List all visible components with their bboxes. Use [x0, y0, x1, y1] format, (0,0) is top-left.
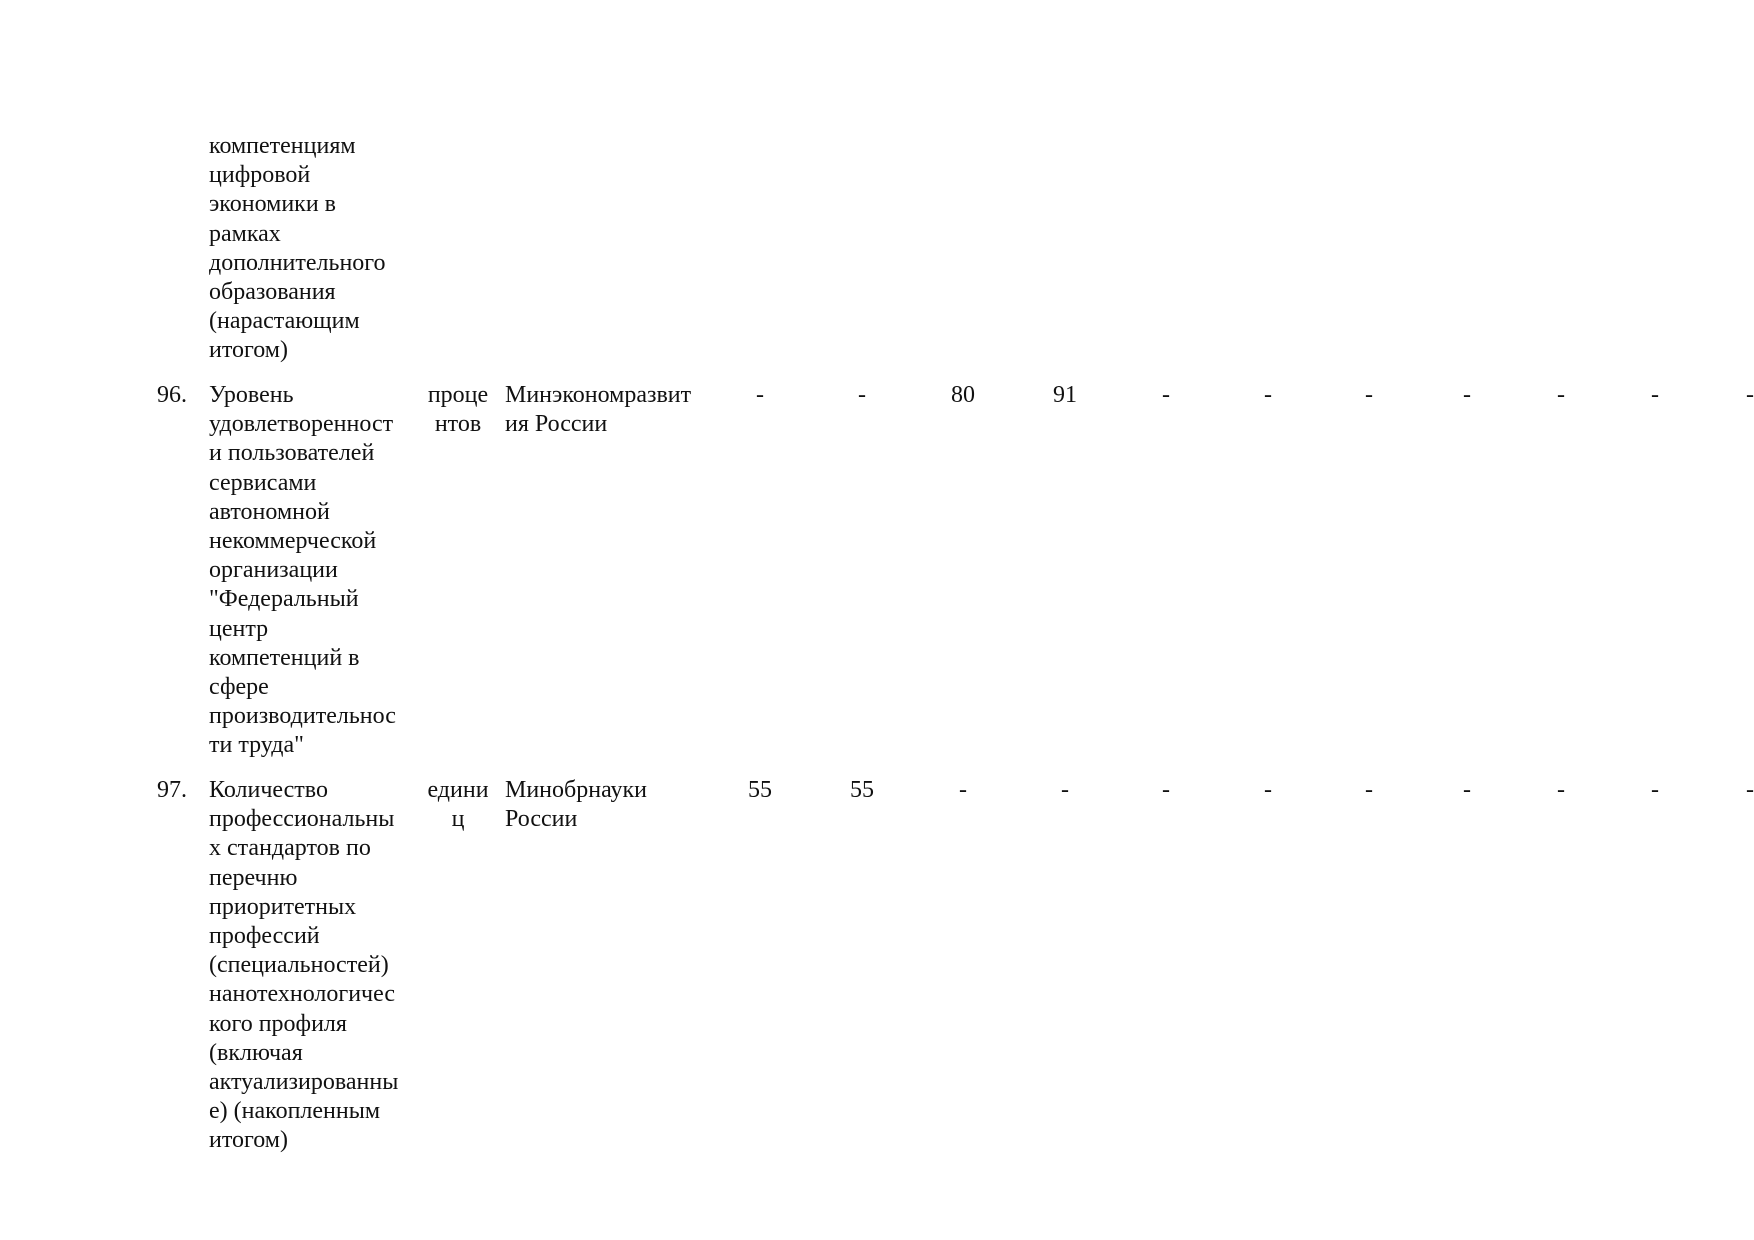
- description-line: нанотехнологичес: [209, 981, 396, 1008]
- description-line: кого профиля: [209, 1010, 347, 1037]
- description-line: автономной: [209, 498, 330, 525]
- indicator-description: [209, 381, 419, 761]
- description-line: цифровой: [209, 162, 311, 189]
- description-line: приоритетных: [209, 893, 357, 920]
- value-cell: -: [1651, 777, 1659, 803]
- description-line: рамках: [209, 220, 281, 247]
- ministry-line: Минобрнауки: [505, 777, 648, 803]
- description-line: ти труда": [209, 732, 304, 759]
- value-cell: -: [1746, 777, 1754, 803]
- row-number: 96.: [157, 382, 187, 408]
- value-cell: -: [1746, 382, 1754, 408]
- value-cell: -: [756, 382, 764, 408]
- value-cell: -: [1557, 382, 1565, 408]
- description-line: экономики в: [209, 191, 336, 218]
- value-cell: -: [1162, 777, 1170, 803]
- description-line: некоммерческой: [209, 528, 377, 555]
- description-line: актуализированны: [209, 1069, 399, 1096]
- value-cell: -: [1463, 382, 1471, 408]
- value-cell: 55: [850, 777, 874, 803]
- description-line: компетенциям: [209, 133, 356, 159]
- value-cell: -: [1651, 382, 1659, 408]
- description-line: (специальностей): [209, 952, 389, 979]
- ministry-line: России: [505, 806, 578, 833]
- unit-of-measure: [418, 381, 498, 439]
- unit-of-measure: [418, 776, 498, 834]
- description-line: профессий: [209, 923, 320, 950]
- unit-line: едини: [427, 777, 489, 803]
- value-cell: -: [1264, 777, 1272, 803]
- value-cell: -: [1557, 777, 1565, 803]
- value-cell: 91: [1053, 382, 1077, 408]
- description-line: итогом): [209, 1127, 288, 1154]
- value-cell: -: [959, 777, 967, 803]
- indicator-description: [209, 132, 419, 366]
- unit-line: нтов: [434, 411, 482, 438]
- value-cell: -: [1365, 777, 1373, 803]
- ministry-line: ия России: [505, 411, 608, 438]
- value-cell: -: [1365, 382, 1373, 408]
- value-cell: -: [1061, 777, 1069, 803]
- description-line: организации: [209, 557, 338, 584]
- value-cell: 80: [951, 382, 975, 408]
- description-line: перечню: [209, 864, 298, 891]
- unit-line: проце: [427, 382, 489, 408]
- value-cell: -: [1264, 382, 1272, 408]
- description-line: компетенций в: [209, 644, 360, 671]
- value-cell: -: [858, 382, 866, 408]
- description-line: (нарастающим: [209, 308, 360, 335]
- value-cell: -: [1463, 777, 1471, 803]
- value-cell: 55: [748, 777, 772, 803]
- value-cell: -: [1162, 382, 1170, 408]
- description-line: е) (накопленным: [209, 1098, 381, 1125]
- description-line: и пользователей: [209, 440, 375, 467]
- description-line: Уровень: [209, 382, 294, 408]
- description-line: удовлетворенност: [209, 411, 394, 438]
- description-line: центр: [209, 615, 269, 642]
- description-line: (включая: [209, 1039, 303, 1066]
- description-line: образования: [209, 279, 336, 306]
- description-line: производительнос: [209, 703, 396, 730]
- ministry-line: Минэкономразвит: [505, 382, 692, 408]
- description-line: сервисами: [209, 469, 317, 496]
- description-line: профессиональны: [209, 806, 395, 833]
- description-line: Количество: [209, 777, 328, 803]
- description-line: х стандартов по: [209, 835, 371, 862]
- responsible-ministry: [505, 776, 715, 834]
- description-line: итогом): [209, 337, 288, 364]
- responsible-ministry: [505, 381, 715, 439]
- description-line: дополнительного: [209, 249, 386, 276]
- indicator-description: [209, 776, 419, 1156]
- row-number: 97.: [157, 777, 187, 803]
- unit-line: ц: [451, 806, 465, 833]
- description-line: сфере: [209, 674, 269, 701]
- description-line: "Федеральный: [209, 586, 359, 613]
